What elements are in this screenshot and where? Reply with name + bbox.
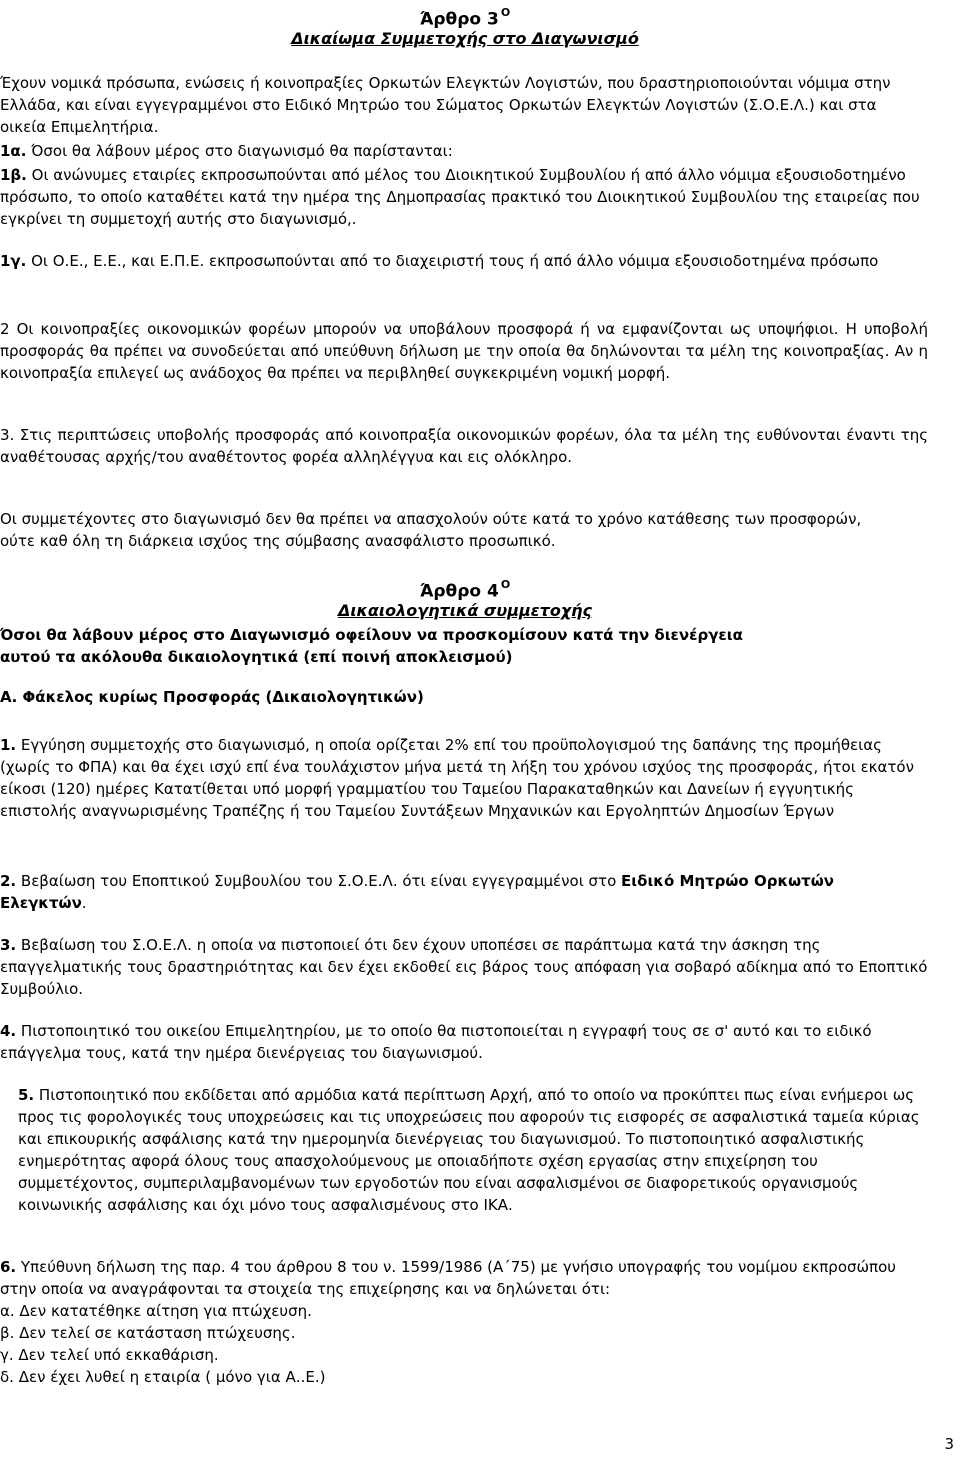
article-3-title-text: Άρθρο 3 [419, 9, 499, 30]
item-6-sub-a: α. Δεν κατατέθηκε αίτηση για πτώχευση. [0, 1302, 312, 1320]
paragraph-1c-text: Οι Ο.Ε., Ε.Ε., και Ε.Π.Ε. εκπροσωπούνται από το διαχειριστή τους ή από άλλο νόμιμα εξουσιοδοτημένα πρόσωπο [26, 252, 879, 270]
article-3-subtitle: Δικαίωμα Συμμετοχής στο Διαγωνισμό [291, 29, 639, 48]
section-a-heading: Α. Φάκελος κυρίως Προσφοράς (Δικαιολογητικών) [0, 688, 424, 706]
item-5-label: 5. [18, 1086, 35, 1104]
item-5 [18, 1084, 928, 1216]
article-4-subtitle: Δικαιολογητικά συμμετοχής [337, 601, 593, 620]
item-1-text: Εγγύηση συμμετοχής στο διαγωνισμό, η οποία ορίζεται 2% επί του προϋπολογισμού της δαπάνης της προμήθειας (χωρίς το ΦΠΑ) και θα έχει ισχύ επί ένα τουλάχιστον μήνα μετά τη λήξη του χρόνου ισχύος της προσφοράς, ήτοι εκατόν είκοσι (120) ημέρες Κατατίθεται υπό μορφή γραμματίου του Ταμείου Παρακαταθηκών και Δανείων ή εγγυητικής επιστολής αναγνωρισμένης Τραπέζης ή του Ταμείου Συντάξεων Μηχανικών και Εργοληπτών Δημοσίων Έργων [0, 736, 914, 820]
article-4-title-text: Άρθρο 4 [419, 581, 499, 602]
paragraph-1b-text: Οι ανώνυμες εταιρίες εκπροσωπούνται από μέλος του Διοικητικού Συμβουλίου ή από άλλο νόμιμα εξουσιοδοτημένο πρόσωπο, το οποίο καταθέτει κατά την ημέρα της Δημοπρασίας πρακτικό του Διοικητικού Συμβουλίου της εταιρείας που εγκρίνει τη συμμετοχή αυτής στο διαγωνισμό,. [0, 166, 920, 228]
paragraph-1a-text: Όσοι θα λάβουν μέρος στο διαγωνισμό θα παρίστανται: [26, 142, 453, 160]
item-2 [0, 870, 900, 914]
paragraph-1a-label: 1α. [0, 142, 27, 160]
item-6-sub-d: δ. Δεν έχει λυθεί η εταιρία ( μόνο για Α..Ε.) [0, 1368, 326, 1386]
page-number: 3 [944, 1435, 954, 1453]
article-3-title-sup: Ο [500, 6, 511, 19]
article-3-intro: Έχουν νομικά πρόσωπα, ενώσεις ή κοινοπραξίες Ορκωτών Ελεγκτών Λογιστών, που δραστηριοποιούνται νόμιμα στην Ελλάδα, και είναι εγγεγραμμένοι στο Ειδικό Μητρώο του Σώματος Ορκωτών Ελεγκτών Λογιστών (Σ.Ο.Ε.Λ.) και στα οικεία Επιμελητήρια. [0, 74, 891, 136]
item-3-label: 3. [0, 936, 17, 954]
item-5-text: Πιστοποιητικό που εκδίδεται από αρμόδια κατά περίπτωση Αρχή, από το οποίο να προκύπτει πως είναι ενήμεροι ως προς τις φορολογικές τους υποχρεώσεις και τις υποχρεώσεις που αφορούν τις εισφορές σε ασφαλιστικά ταμεία κύριας και επικουρικής ασφάλισης κατά την ημερομηνία διενέργειας του διαγωνισμού. Το πιστοποιητικό ασφαλιστικής ενημερότητας αφορά όλους τους απασχολούμενους με οποιαδήποτε σχέση εργασίας στην επιχείρηση του συμμετέχοντος, συμπεριλαμβανομένων των εργοδοτών που είναι ασφαλισμένοι σε διαφορετικούς οργανισμούς κοινωνικής ασφάλισης και όχι μόνο τους ασφαλισμένους στο ΙΚΑ. [18, 1086, 920, 1214]
paragraph-1b [0, 164, 928, 230]
article-4-title-sup: Ο [500, 578, 511, 591]
article-4-intro: Όσοι θα λάβουν μέρος στο Διαγωνισμό οφείλουν να προσκομίσουν κατά την διενέργεια αυτού τα ακόλουθα δικαιολογητικά (επί ποινή αποκλεισμού) [0, 626, 743, 666]
paragraph-1c-label: 1γ. [0, 252, 27, 270]
item-6-sub-c: γ. Δεν τελεί υπό εκκαθάριση. [0, 1346, 219, 1364]
item-1 [0, 734, 928, 822]
article-4-title [0, 576, 930, 603]
article-3-title [0, 4, 930, 31]
item-6-sub-b: β. Δεν τελεί σε κατάσταση πτώχευσης. [0, 1324, 296, 1342]
item-4-label: 4. [0, 1022, 17, 1040]
item-4-text: Πιστοποιητικό του οικείου Επιμελητηρίου, με το οποίο θα πιστοποιείται η εγγραφή τους σε σ' αυτό και το ειδικό επάγγελμα τους, κατά την ημέρα διενέργειας του διαγωνισμού. [0, 1022, 872, 1062]
item-2-label: 2. [0, 872, 17, 890]
paragraph-1b-label: 1β. [0, 166, 27, 184]
paragraph-3: 3. Στις περιπτώσεις υποβολής προσφοράς από κοινοπραξία οικονομικών φορέων, όλα τα μέλη της ευθύνονται έναντι της αναθέτουσας αρχής/του αναθέτοντος φορέα αλληλέγγυα και εις ολόκληρο. [0, 426, 928, 466]
item-6-label: 6. [0, 1258, 17, 1276]
item-2-bold: Ειδικό Μητρώο Ορκωτών Ελεγκτών [0, 872, 834, 912]
paragraph-1c [0, 250, 928, 272]
item-6-text: Υπεύθυνη δήλωση της παρ. 4 του άρθρου 8 του ν. 1599/1986 (Α΄75) με γνήσιο υπογραφής του νομίμου εκπροσώπου στην οποία να αναγράφονται τα στοιχεία της επιχείρησης και να δηλώνεται ότι: [0, 1258, 896, 1298]
paragraph-2: 2 Οι κοινοπραξίες οικονομικών φορέων μπορούν να υποβάλουν προσφορά ή να εμφανίζονται ως υποψήφιοι. Η υποβολή προσφοράς θα πρέπει να συνοδεύεται από υπεύθυνη δήλωση με την οποία θα δηλώνονται τα μέλη της κοινοπραξίας. Αν η κοινοπραξία επιλεγεί ως ανάδοχος θα πρέπει να περιβληθεί συγκεκριμένη νομική μορφή. [0, 320, 928, 382]
item-6 [0, 1256, 928, 1300]
item-3-text: Βεβαίωση του Σ.Ο.Ε.Λ. η οποία να πιστοποιεί ότι δεν έχουν υποπέσει σε παράπτωμα κατά την άσκηση της επαγγελματικής τους δραστηριότητας και δεν έχει εκδοθεί εις βάρος τους απόφαση για σοβαρό αδίκημα από το Εποπτικό Συμβούλιο. [0, 936, 928, 998]
item-2-text: Βεβαίωση του Εποπτικού Συμβουλίου του Σ.Ο.Ε.Λ. ότι είναι εγγεγραμμένοι στο [16, 872, 622, 890]
item-3 [0, 934, 928, 1000]
paragraph-4: Οι συμμετέχοντες στο διαγωνισμό δεν θα πρέπει να απασχολούν ούτε κατά το χρόνο κατάθεσης των προσφορών, ούτε καθ όλη τη διάρκεια ισχύος της σύμβασης ανασφάλιστο προσωπικό. [0, 510, 862, 550]
item-1-label: 1. [0, 736, 17, 754]
paragraph-1a [0, 140, 930, 162]
item-2-end: . [81, 894, 87, 912]
item-4 [0, 1020, 928, 1064]
